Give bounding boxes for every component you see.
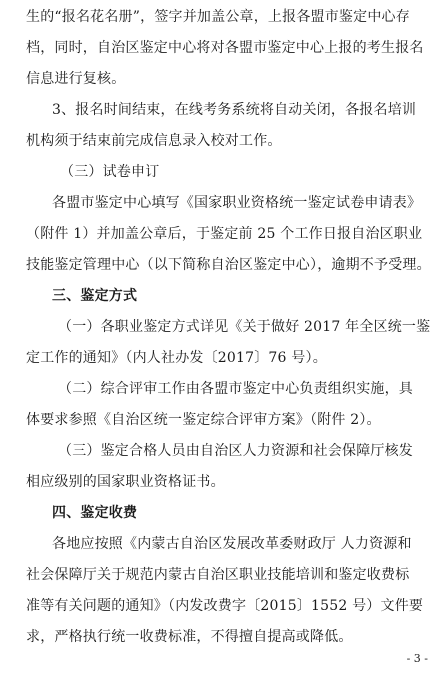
text-line: （三）鉴定合格人员由自治区人力资源和社会保障厅核发 <box>58 443 413 459</box>
text-line: 准等有关问题的通知》（内发改费字〔2015〕1552 号）文件要 <box>26 598 424 614</box>
text-line: 定工作的通知》（内人社办发〔2017〕76 号）。 <box>26 350 327 366</box>
section-subheading: （三）试卷申订 <box>60 164 160 180</box>
page-number: - 3 - <box>406 652 428 665</box>
text-line: 社会保障厅关于规范内蒙古自治区职业技能培训和鉴定收费标 <box>26 567 410 583</box>
section-heading-method: 三、鉴定方式 <box>52 288 138 304</box>
text-line: 档，同时，自治区鉴定中心将对各盟市鉴定中心上报的考生报名 <box>26 40 424 56</box>
section-heading-fees: 四、鉴定收费 <box>52 505 138 521</box>
text-line: 机构须于结束前完成信息录入校对工作。 <box>26 133 282 149</box>
text-line: 信息进行复核。 <box>26 71 126 87</box>
text-line: （一）各职业鉴定方式详见《关于做好 2017 年全区统一鉴 <box>58 319 431 335</box>
text-line: 相应级别的国家职业资格证书。 <box>26 474 225 490</box>
text-line: 技能鉴定管理中心（以下简称自治区鉴定中心），逾期不予受理。 <box>26 257 431 273</box>
text-line: 生的“报名花名册”，签字并加盖公章，上报各盟市鉴定中心存 <box>26 9 410 25</box>
text-line: 求，严格执行统一收费标准，不得擅自提高或降低。 <box>26 629 353 645</box>
text-line: 各盟市鉴定中心填写《国家职业资格统一鉴定试卷申请表》 <box>52 195 422 211</box>
text-line: （二）综合评审工作由各盟市鉴定中心负责组织实施，具 <box>58 381 413 397</box>
text-line: 各地应按照《内蒙古自治区发展改革委财政厅 人力资源和 <box>52 536 412 552</box>
text-line: 体要求参照《自治区统一鉴定综合评审方案》（附件 2）。 <box>26 412 381 428</box>
text-line: （附件 1）并加盖公章后，于鉴定前 25 个工作日报自治区职业 <box>26 226 423 242</box>
text-line: 3、报名时间结束，在线考务系统将自动关闭，各报名培训 <box>52 102 417 118</box>
